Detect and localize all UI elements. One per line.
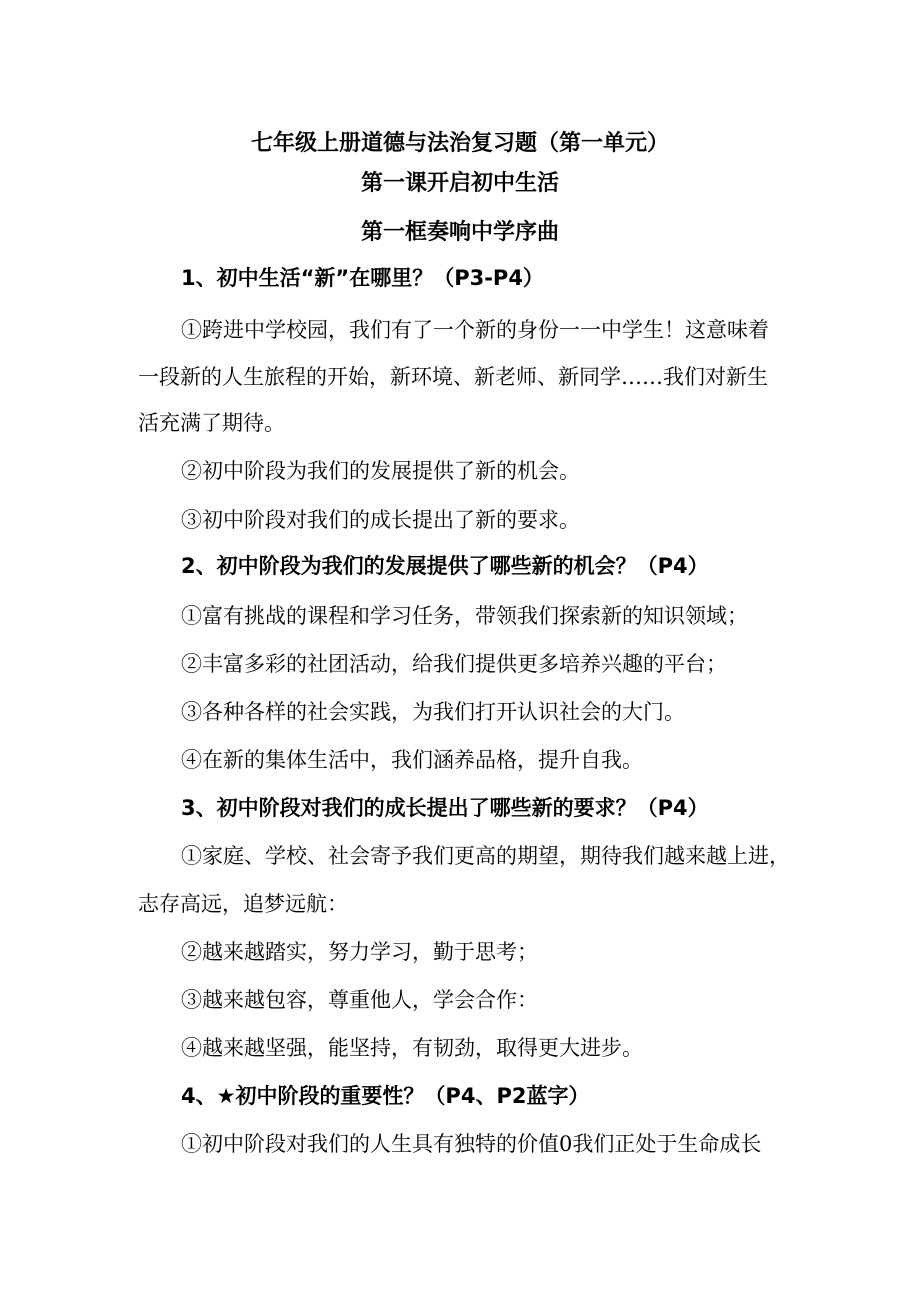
q1-answer-1-line-2: 一段新的人生旅程的开始，新环境、新老师、新同学……我们对新生 — [138, 365, 768, 389]
q1-answer-1-line-3: 活充满了期待。 — [138, 411, 285, 435]
question-3: 3、初中阶段对我们的成长提出了哪些新的要求？（P4） — [181, 796, 709, 820]
q3-answer-1-line-1: ①家庭、学校、社会寄予我们更高的期望，期待我们越来越上进， — [181, 844, 790, 868]
q3-answer-4: ④越来越坚强，能坚持，有韧劲，取得更大进步。 — [181, 1036, 643, 1060]
q3-answer-3: ③越来越包容，尊重他人，学会合作： — [181, 988, 538, 1012]
q2-answer-4: ④在新的集体生活中，我们涵养品格，提升自我。 — [181, 748, 643, 772]
question-1: 1、初中生活“新”在哪里？（P3-P4） — [181, 266, 544, 290]
q2-answer-1: ①富有挑战的课程和学习任务，带领我们探索新的知识领域； — [181, 604, 748, 628]
lesson-title: 第一课开启初中生活 — [360, 171, 559, 196]
q1-answer-3: ③初中阶段对我们的成长提出了新的要求。 — [181, 508, 580, 532]
q4-answer-1-line-1: ①初中阶段对我们的人生具有独特的价值0我们正处于生命成长 — [181, 1132, 762, 1156]
document-title: 七年级上册道德与法治复习题（第一单元） — [250, 131, 669, 156]
q3-answer-2: ②越来越踏实，努力学习，勤于思考； — [181, 940, 538, 964]
q2-answer-2: ②丰富多彩的社团活动，给我们提供更多培养兴趣的平台； — [181, 652, 727, 676]
q2-answer-3: ③各种各样的社会实践，为我们打开认识社会的大门。 — [181, 700, 685, 724]
q3-answer-1-line-2: 志存高远，追梦远航： — [138, 892, 348, 916]
section-title: 第一框奏响中学序曲 — [360, 220, 559, 245]
q1-answer-2: ②初中阶段为我们的发展提供了新的机会。 — [181, 459, 580, 483]
q1-answer-1-line-1: ①跨进中学校园，我们有了一个新的身份一一中学生！这意味着 — [181, 318, 769, 342]
question-4: 4、★初中阶段的重要性？（P4、P2蓝字） — [181, 1084, 590, 1108]
question-2: 2、初中阶段为我们的发展提供了哪些新的机会？（P4） — [181, 554, 709, 578]
